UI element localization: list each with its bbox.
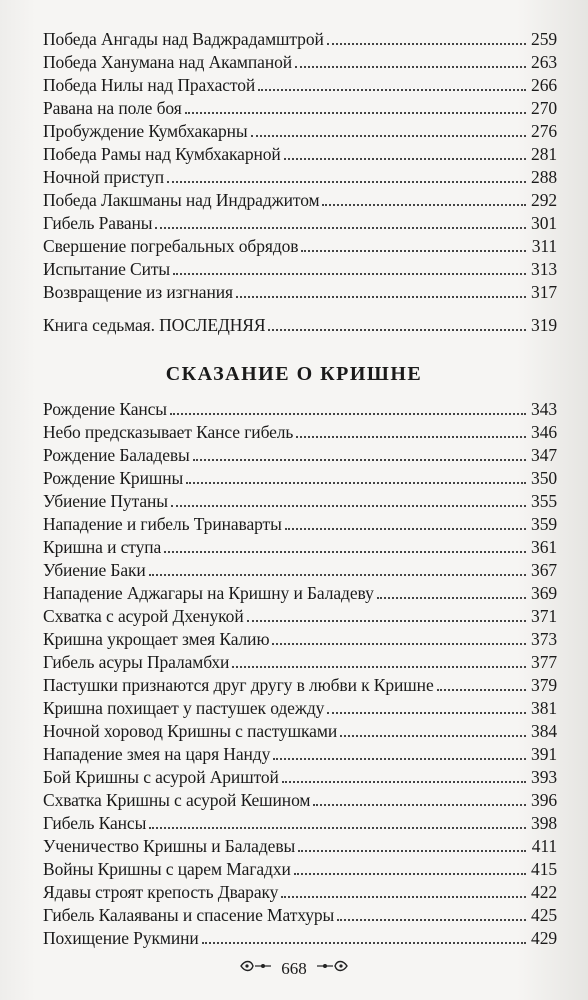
- dot-leader: [272, 642, 526, 645]
- toc-entry-page: 422: [531, 882, 557, 902]
- toc-entry: [43, 164, 557, 187]
- toc-entry: [43, 511, 557, 534]
- toc-entry: [43, 741, 557, 764]
- toc-entry: [43, 141, 557, 164]
- toc-entry-page: 384: [531, 721, 557, 741]
- toc-book-page: 319: [531, 315, 557, 335]
- dot-leader: [340, 734, 526, 737]
- dot-leader: [337, 918, 526, 921]
- section-heading: СКАЗАНИЕ О КРИШНЕ: [165, 363, 423, 385]
- toc-entry: [43, 419, 557, 442]
- toc-entry: [43, 856, 557, 879]
- dot-leader: [327, 42, 526, 45]
- toc-entry-page: 361: [531, 537, 557, 557]
- toc-entry: [43, 72, 557, 95]
- toc-entry: [43, 187, 557, 210]
- toc-entry: [43, 833, 557, 856]
- toc-entry: [43, 902, 557, 925]
- toc-entry-title: Убиение Путаны: [43, 491, 168, 511]
- toc-entry: [43, 49, 557, 72]
- toc-entry-title: Испытание Ситы: [43, 259, 171, 279]
- toc-entry: [43, 603, 557, 626]
- toc-entry-title: Нападение змея на царя Нанду: [43, 744, 271, 764]
- toc-entry: [43, 488, 557, 511]
- toc-entry-page: 393: [531, 767, 557, 787]
- dot-leader: [185, 111, 526, 114]
- ornament-icon: [315, 957, 349, 981]
- toc-entry-page: 359: [531, 514, 557, 534]
- dot-leader: [281, 895, 526, 898]
- toc-entry-page: 415: [531, 859, 557, 879]
- toc-entry-title: Пастушки признаются друг другу в любви к Кришне: [43, 675, 434, 695]
- toc-entry-title: Победа Лакшманы над Индраджитом: [43, 190, 320, 210]
- toc-book-heading: [43, 312, 557, 335]
- toc-entry: [43, 396, 557, 419]
- toc-entry-title: Победа Рамы над Кумбхакарной: [43, 144, 281, 164]
- toc-entry-title: Победа Нилы над Прахастой: [43, 75, 256, 95]
- toc-entry-title: Гибель Кансы: [43, 813, 147, 833]
- toc-entry: [43, 465, 557, 488]
- dot-leader: [171, 504, 526, 507]
- toc-entry-title: Равана на поле боя: [43, 98, 182, 118]
- toc-entry: [43, 787, 557, 810]
- toc-entry-page: 355: [531, 491, 557, 511]
- toc-entry-title: Похищение Рукмини: [43, 928, 199, 948]
- toc-entry-title: Рождение Баладевы: [43, 445, 190, 465]
- toc-entry: [43, 879, 557, 902]
- toc-entry: [43, 580, 557, 603]
- toc-entry-page: 311: [531, 236, 557, 256]
- toc-entry: [43, 210, 557, 233]
- dot-leader: [327, 711, 526, 714]
- toc-entry-page: 369: [531, 583, 557, 603]
- dot-leader: [173, 272, 526, 275]
- dot-leader: [170, 412, 526, 415]
- toc-entry-page: 398: [531, 813, 557, 833]
- dot-leader: [164, 550, 526, 553]
- toc-entry-page: 350: [531, 468, 557, 488]
- toc-entry-title: Победа Ангады над Ваджрадамштрой: [43, 29, 324, 49]
- toc-entry: [43, 256, 557, 279]
- dot-leader: [167, 180, 526, 183]
- toc-entry-title: Ядавы строят крепость Двараку: [43, 882, 279, 902]
- toc-entry-page: 391: [531, 744, 557, 764]
- dot-leader: [232, 665, 526, 668]
- toc-entry-title: Бой Кришны с асурой Ариштой: [43, 767, 279, 787]
- dot-leader: [247, 619, 526, 622]
- toc-entry-page: 266: [531, 75, 557, 95]
- toc-entry-page: 367: [531, 560, 557, 580]
- toc-entry-page: 270: [531, 98, 557, 118]
- toc-entry: [43, 695, 557, 718]
- toc-book-title: Книга седьмая. ПОСЛЕДНЯЯ: [43, 315, 266, 335]
- toc-entry: [43, 118, 557, 141]
- toc-entry: [43, 925, 557, 948]
- toc-entry-title: Войны Кришны с царем Магадхи: [43, 859, 291, 879]
- toc-entry-page: 317: [531, 282, 557, 302]
- toc-entry-page: 301: [531, 213, 557, 233]
- page-number: 668: [281, 959, 307, 979]
- dot-leader: [285, 527, 526, 530]
- toc-entry: [43, 557, 557, 580]
- toc-entry-title: Ночной приступ: [43, 167, 164, 187]
- dot-leader: [295, 65, 526, 68]
- toc-entry: [43, 764, 557, 787]
- dot-leader: [193, 458, 526, 461]
- toc-entry-page: 377: [531, 652, 557, 672]
- toc-entry-title: Гибель Калаяваны и спасение Матхуры: [43, 905, 335, 925]
- toc-entry-title: Убиение Баки: [43, 560, 146, 580]
- toc-entry-title: Схватка Кришны с асурой Кешином: [43, 790, 311, 810]
- toc-entry-title: Ночной хоровод Кришны с пастушками: [43, 721, 338, 741]
- toc-entry-title: Кришна укрощает змея Калию: [43, 629, 270, 649]
- toc-entry: [43, 534, 557, 557]
- dot-leader: [301, 249, 526, 252]
- toc-entry: [43, 718, 557, 741]
- toc-entry-page: 263: [531, 52, 557, 72]
- toc-entry-title: Нападение Аджагары на Кришну и Баладеву: [43, 583, 374, 603]
- dot-leader: [236, 295, 526, 298]
- toc-entry-page: 396: [531, 790, 557, 810]
- dot-leader: [437, 688, 526, 691]
- dot-leader: [149, 573, 526, 576]
- page-footer: [0, 956, 588, 981]
- dot-leader: [322, 203, 526, 206]
- dot-leader: [273, 757, 526, 760]
- toc-entry-page: 425: [531, 905, 557, 925]
- toc-entry-page: 346: [531, 422, 557, 442]
- dot-leader: [313, 803, 526, 806]
- toc-entry-page: 276: [531, 121, 557, 141]
- dot-leader: [251, 134, 526, 137]
- dot-leader: [202, 941, 526, 944]
- toc-entry-page: 292: [531, 190, 557, 210]
- toc-entry: [43, 26, 557, 49]
- dot-leader: [149, 826, 526, 829]
- dot-leader: [155, 226, 526, 229]
- toc-entry-title: Гибель Раваны: [43, 213, 153, 233]
- toc-entry-title: Гибель асуры Праламбхи: [43, 652, 230, 672]
- toc-entry-page: 379: [531, 675, 557, 695]
- toc-entry-page: 343: [531, 399, 557, 419]
- toc-entry: [43, 279, 557, 302]
- toc-entry-title: Рождение Кришны: [43, 468, 184, 488]
- dot-leader: [296, 435, 526, 438]
- toc-entry: [43, 810, 557, 833]
- dot-leader: [377, 596, 526, 599]
- toc-entry: [43, 95, 557, 118]
- dot-leader: [282, 780, 526, 783]
- toc-entry-title: Нападение и гибель Тринаварты: [43, 514, 282, 534]
- dot-leader: [294, 872, 526, 875]
- dot-leader: [284, 157, 526, 160]
- toc-entry: [43, 672, 557, 695]
- dot-leader: [258, 88, 526, 91]
- toc-entry: [43, 442, 557, 465]
- toc-entry-title: Небо предсказывает Кансе гибель: [43, 422, 294, 442]
- dot-leader: [186, 481, 526, 484]
- dot-leader: [298, 849, 526, 852]
- toc-entry-title: Победа Ханумана над Акампаной: [43, 52, 293, 72]
- toc-entry-title: Ученичество Кришны и Баладевы: [43, 836, 296, 856]
- toc-entry-page: 411: [531, 836, 557, 856]
- toc-entry-title: Схватка с асурой Дхенукой: [43, 606, 244, 626]
- ornament-icon: [239, 957, 273, 981]
- toc-entry-page: 429: [531, 928, 557, 948]
- toc-entry-title: Рождение Кансы: [43, 399, 167, 419]
- toc-entry: [43, 649, 557, 672]
- toc-entry-page: 347: [531, 445, 557, 465]
- dot-leader: [268, 328, 526, 331]
- toc-entry-page: 381: [531, 698, 557, 718]
- toc-entry: [43, 233, 557, 256]
- toc-entry: [43, 626, 557, 649]
- toc-entry-title: Кришна похищает у пастушек одежду: [43, 698, 325, 718]
- toc-entry-title: Пробуждение Кумбхакарны: [43, 121, 248, 141]
- toc-entry-page: 281: [531, 144, 557, 164]
- toc-entry-page: 259: [531, 29, 557, 49]
- toc-entry-title: Свершение погребальных обрядов: [43, 236, 299, 256]
- toc-entry-page: 371: [531, 606, 557, 626]
- toc-entry-page: 288: [531, 167, 557, 187]
- toc-entry-page: 373: [531, 629, 557, 649]
- toc-entry-title: Кришна и ступа: [43, 537, 162, 557]
- toc-entry-page: 313: [531, 259, 557, 279]
- toc-entry-title: Возвращение из изгнания: [43, 282, 233, 302]
